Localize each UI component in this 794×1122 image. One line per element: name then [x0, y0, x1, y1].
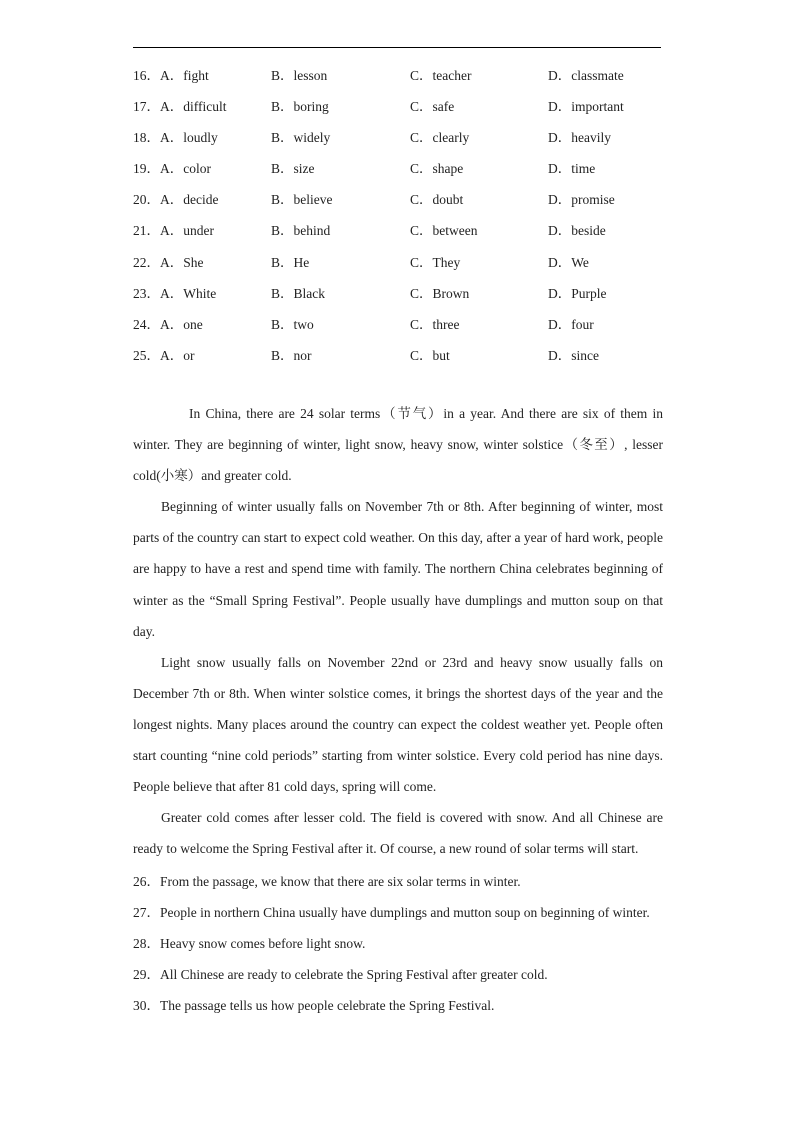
question-number: 16．	[133, 68, 160, 83]
question-number: 19．	[133, 161, 160, 177]
question-number: 25．	[133, 347, 160, 363]
statement-28: 28．Heavy snow comes before light snow.	[133, 936, 366, 952]
option-b: B．behind	[271, 223, 331, 239]
question-number: 18．	[133, 130, 160, 146]
true-false-statements	[133, 866, 663, 1021]
option-d: D．Purple	[548, 285, 607, 301]
option-b: B．He	[271, 254, 310, 270]
option-d: D．beside	[548, 223, 606, 239]
option-b: B．nor	[271, 347, 312, 363]
statement-30: 30．The passage tells us how people celebrate the Spring Festival.	[133, 998, 495, 1014]
option-c: C．They	[410, 254, 461, 270]
option-a: A．one	[160, 316, 203, 332]
question-number: 21．	[133, 223, 160, 239]
question-17	[133, 97, 673, 128]
option-c: C．doubt	[410, 192, 464, 208]
choice-list	[133, 66, 673, 377]
option-b: B．lesson	[271, 68, 328, 83]
top-rule	[133, 47, 661, 48]
option-a: A．under	[160, 223, 214, 239]
option-a: A．or	[160, 347, 195, 363]
statement-29: 29．All Chinese are ready to celebrate the Spring Festival after greater cold.	[133, 967, 548, 983]
question-16	[133, 66, 673, 97]
question-19	[133, 159, 673, 190]
option-c: C．Brown	[410, 285, 470, 301]
option-d: D．classmate	[548, 68, 624, 83]
option-b: B．believe	[271, 192, 333, 208]
option-d: D．time	[548, 161, 596, 177]
option-a: A．decide	[160, 192, 219, 208]
passage-paragraph-3: Light snow usually falls on November 22nd or 23rd and heavy snow usually falls on December 7th or 8th. When winter solstice comes, it brings the shortest days of the year and the longest nights. Many places around the country can expect the coldest weather yet. People often start counting “nine cold periods” starting from winter solstice. Every cold period has nine days. People believe that after 81 cold days, spring will come.	[133, 654, 663, 795]
question-21	[133, 221, 673, 252]
passage-paragraph-2: Beginning of winter usually falls on November 7th or 8th. After beginning of winter, most parts of the country can start to expect cold weather. On this day, after a year of hard work, people are happy to have a rest and spend time with family. The northern China celebrates beginning of winter as the “Small Spring Festival”. People usually have dumplings and mutton soup on that day.	[133, 499, 663, 639]
option-c: C．clearly	[410, 130, 470, 146]
option-a: A．fight	[160, 68, 209, 83]
option-d: D．since	[548, 347, 599, 363]
statement-27: 27．People in northern China usually have dumplings and mutton soup on beginning of winter.	[133, 905, 650, 921]
option-d: D．We	[548, 254, 589, 270]
reading-passage	[133, 398, 663, 864]
option-d: D．important	[548, 99, 624, 115]
option-a: A．loudly	[160, 130, 218, 146]
question-number: 17．	[133, 99, 160, 115]
option-c: C．shape	[410, 161, 464, 177]
question-number: 20．	[133, 192, 160, 208]
option-b: B．boring	[271, 99, 329, 115]
option-a: A．color	[160, 161, 211, 177]
question-24	[133, 315, 673, 346]
option-a: A．difficult	[160, 99, 227, 115]
option-a: A．She	[160, 254, 204, 270]
option-c: C．teacher	[410, 68, 472, 83]
option-c: C．but	[410, 347, 450, 363]
passage-paragraph-1: In China, there are 24 solar terms（节气）in a year. And there are six of them in winter. They are beginning of winter, light snow, heavy snow, winter solstice（冬至）, lesser cold(小寒）and greater cold.	[133, 406, 663, 484]
question-number: 24．	[133, 316, 160, 332]
question-number: 23．	[133, 285, 160, 301]
option-c: C．between	[410, 223, 478, 239]
question-18	[133, 128, 673, 159]
option-b: B．Black	[271, 285, 325, 301]
question-23	[133, 284, 673, 315]
option-d: D．four	[548, 316, 594, 332]
option-b: B．size	[271, 161, 315, 177]
option-b: B．two	[271, 316, 314, 332]
passage-paragraph-4: Greater cold comes after lesser cold. The field is covered with snow. And all Chinese are ready to welcome the Spring Festival after it. Of course, a new round of solar terms will start.	[133, 810, 663, 857]
option-c: C．safe	[410, 99, 455, 115]
statement-26: 26．From the passage, we know that there are six solar terms in winter.	[133, 874, 521, 889]
option-c: C．three	[410, 316, 460, 332]
option-b: B．widely	[271, 130, 331, 146]
question-25	[133, 346, 673, 377]
option-d: D．promise	[548, 192, 615, 208]
question-22	[133, 253, 673, 284]
question-number: 22．	[133, 254, 160, 270]
question-20	[133, 190, 673, 221]
option-a: A．White	[160, 285, 217, 301]
option-d: D．heavily	[548, 130, 611, 146]
